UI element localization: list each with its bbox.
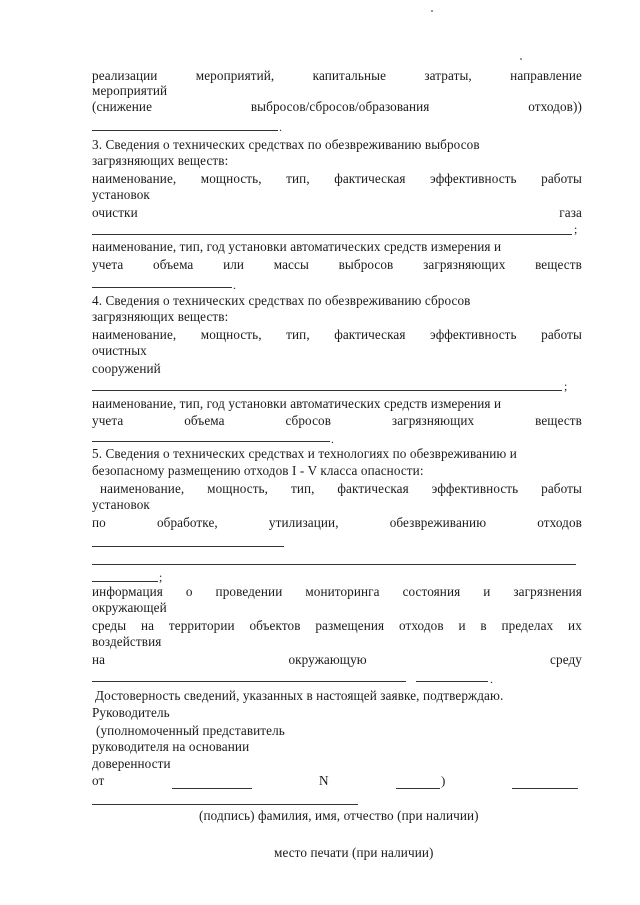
text-line: безопасному размещению отходов I - V класса опасности: xyxy=(92,463,424,478)
text-line xyxy=(92,584,582,599)
text-line xyxy=(92,652,582,667)
text-line: загрязняющих веществ: xyxy=(92,309,229,324)
text-line xyxy=(92,257,582,272)
text-line: доверенности xyxy=(92,756,171,771)
text-line: загрязняющих веществ: xyxy=(92,153,229,168)
word: тип, xyxy=(286,171,310,186)
word: пределах xyxy=(501,618,554,633)
text-line: установок xyxy=(92,497,150,512)
word: работы xyxy=(541,481,582,496)
word: работы xyxy=(541,171,582,186)
word: проведении xyxy=(215,584,283,599)
text-line xyxy=(92,99,582,114)
word: или xyxy=(223,257,245,272)
word: территории xyxy=(168,618,235,633)
word: состояния xyxy=(402,584,461,599)
text-line: руководителя на основании xyxy=(92,739,250,754)
fill-in-line xyxy=(92,681,406,682)
word: эффективность xyxy=(430,171,517,186)
word: реализации xyxy=(92,68,158,83)
signatory-title: Руководитель xyxy=(92,705,170,720)
word: о xyxy=(185,584,193,599)
word: наименование, xyxy=(92,171,177,186)
text-line xyxy=(92,171,582,186)
period-mark: . xyxy=(490,672,493,686)
stamp-caption: место печати (при наличии) xyxy=(274,845,434,860)
word: на xyxy=(92,652,106,667)
word: тип, xyxy=(286,327,310,342)
text-line xyxy=(92,205,582,220)
word: мощность, xyxy=(200,327,262,342)
fill-in-line xyxy=(92,546,284,547)
word: капитальные xyxy=(312,68,387,83)
fill-in-line xyxy=(92,234,572,235)
word: среды xyxy=(92,618,127,633)
word: загрязняющих xyxy=(391,413,475,428)
section-5-heading: 5. Сведения о технических средствах и технологиях по обезвреживанию и xyxy=(92,446,517,461)
word: загрязнения xyxy=(513,584,582,599)
word: фактическая xyxy=(337,481,409,496)
word: (снижение xyxy=(92,99,153,114)
period-mark: . xyxy=(233,278,236,292)
word: наименование, xyxy=(100,481,185,496)
word: на xyxy=(140,618,155,633)
word: мощность, xyxy=(207,481,269,496)
fill-in-line xyxy=(416,681,488,682)
fill-in-line xyxy=(92,130,278,131)
text-line xyxy=(92,413,582,428)
word: среду xyxy=(550,652,582,667)
date-field[interactable] xyxy=(172,788,252,789)
word: загрязняющих xyxy=(423,257,506,272)
word: эффективность xyxy=(431,481,519,496)
word: объема xyxy=(153,257,194,272)
text-line: сооружений xyxy=(92,361,161,376)
text-line: окружающей xyxy=(92,600,167,615)
word: эффективность xyxy=(430,327,517,342)
section-4-heading: 4. Сведения о технических средствах по обезвреживанию сбросов xyxy=(92,293,471,308)
word: утилизации, xyxy=(268,515,339,530)
word: отходов)) xyxy=(528,99,582,114)
fill-in-line xyxy=(92,390,562,391)
word: объема xyxy=(184,413,225,428)
section-3-heading: 3. Сведения о технических средствах по обезвреживанию выбросов xyxy=(92,137,480,152)
word: фактическая xyxy=(334,327,406,342)
word: обработке, xyxy=(156,515,218,530)
text-line xyxy=(92,618,582,633)
signature-caption: (подпись) фамилия, имя, отчество (при наличии) xyxy=(199,808,479,823)
word: мероприятий, xyxy=(195,68,275,83)
text-line: наименование, тип, год установки автоматических средств измерения и xyxy=(92,239,502,254)
text-line-measures xyxy=(92,68,582,83)
word: и xyxy=(458,618,466,633)
period-mark: . xyxy=(279,120,282,134)
word: мощность, xyxy=(200,171,262,186)
fill-in-line xyxy=(92,564,576,565)
word: сбросов xyxy=(285,413,332,428)
word: учета xyxy=(92,413,124,428)
text-line: воздействия xyxy=(92,634,162,649)
semicolon-mark: ; xyxy=(574,222,578,236)
text-line xyxy=(100,481,582,496)
text-line: наименование, тип, год установки автоматических средств измерения и xyxy=(92,396,502,411)
word: размещения xyxy=(315,618,385,633)
extra-field[interactable] xyxy=(512,788,578,789)
signature-line[interactable] xyxy=(92,804,358,805)
word: веществ xyxy=(535,257,582,272)
word: обезвреживанию xyxy=(389,515,487,530)
fill-in-line xyxy=(92,441,330,442)
semicolon-mark: ; xyxy=(564,379,568,393)
word: веществ xyxy=(535,413,582,428)
certification-statement: Достоверность сведений, указанных в настоящей заявке, подтверждаю. xyxy=(95,688,504,703)
date-from-label: от xyxy=(92,773,105,788)
word: массы xyxy=(273,257,309,272)
word: объектов xyxy=(249,618,301,633)
word: отходов xyxy=(537,515,582,530)
word: выбросов/сбросов/образования xyxy=(250,99,430,114)
word: фактическая xyxy=(334,171,406,186)
text-line: установок xyxy=(92,187,150,202)
word: тип, xyxy=(290,481,315,496)
word: и xyxy=(483,584,491,599)
text-line xyxy=(92,327,582,342)
text-line xyxy=(92,515,582,530)
word: в xyxy=(480,618,487,633)
word: работы xyxy=(541,327,582,342)
word: по xyxy=(92,515,106,530)
close-paren-mark: ) xyxy=(441,773,446,788)
word: учета xyxy=(92,257,124,272)
fill-in-line xyxy=(92,581,158,582)
scan-speck xyxy=(520,58,522,60)
semicolon-mark: ; xyxy=(159,570,163,584)
fill-in-line xyxy=(92,287,232,288)
word: окружающую xyxy=(288,652,367,667)
word: отходов xyxy=(398,618,444,633)
word: направление xyxy=(510,68,582,83)
word: мониторинга xyxy=(305,584,380,599)
word: очистки xyxy=(92,205,138,220)
word: газа xyxy=(559,205,582,220)
word: наименование, xyxy=(92,327,177,342)
text-line: очистных xyxy=(92,343,147,358)
word: выбросов xyxy=(338,257,394,272)
period-mark: . xyxy=(331,432,334,446)
scan-speck xyxy=(431,10,433,12)
word: их xyxy=(568,618,582,633)
number-label: N xyxy=(319,773,329,788)
number-field[interactable] xyxy=(396,788,440,789)
word: информация xyxy=(92,584,163,599)
text-line: мероприятий xyxy=(92,83,168,98)
text-line: (уполномоченный представитель xyxy=(96,723,285,738)
word: затраты, xyxy=(424,68,472,83)
